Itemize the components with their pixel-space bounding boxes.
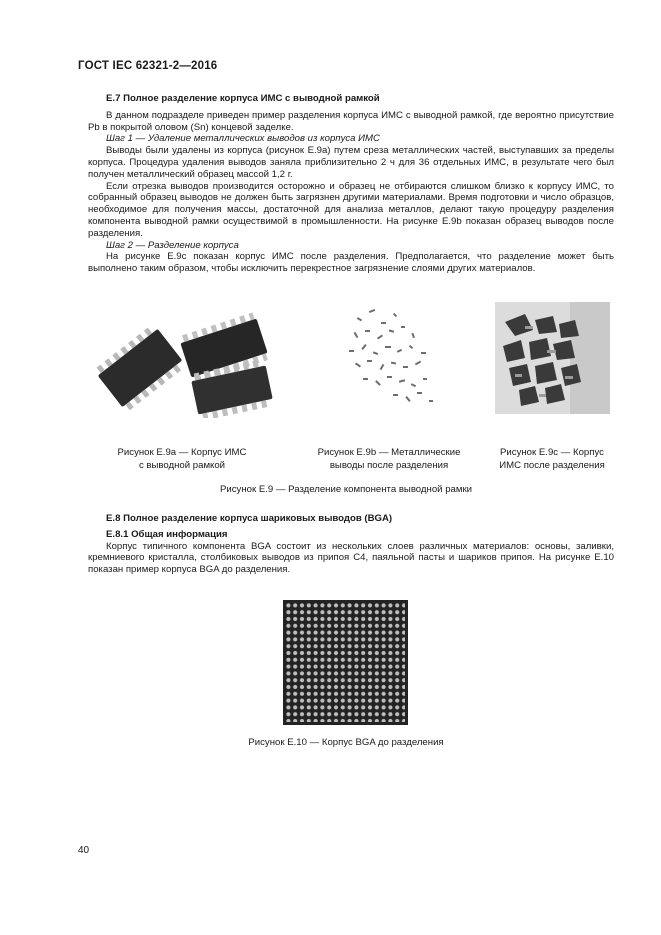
step-1-title: Шаг 1 — Удаление металлических выводов из корпуса ИМС xyxy=(106,133,380,145)
page-number: 40 xyxy=(78,845,90,856)
caption-line: с выводной рамкой xyxy=(138,460,226,471)
step-2-title: Шаг 2 — Разделение корпуса xyxy=(106,239,239,251)
document-header: ГОСТ IEC 62321-2—2016 xyxy=(78,60,218,72)
caption-line: Рисунок Е.9с — Корпус xyxy=(500,447,604,458)
figure-e10-bga-package-image xyxy=(283,600,408,725)
figure-e9a-caption xyxy=(102,446,262,472)
figure-e9c-caption xyxy=(484,446,620,472)
figure-e9-caption: Рисунок Е.9 — Разделение компонента выводной рамки xyxy=(219,484,473,495)
paragraph: Корпус типичного компонента BGA состоит из нескольких слоев различных материалов: основы, заливки, кремниевого кристалла, столбиковых выводов из припоя С4, паяльной пасты и шариков припоя. На рисунке Е.10 показан пример корпуса BGA до разделения. xyxy=(88,540,614,576)
paragraph: Выводы были удалены из корпуса (рисунок Е.9а) путем среза металлических частей, выступавших за пределы корпуса. Процедура удаления выводов заняла приблизительно 2 ч для 36 отдельных ИМС, в результате чего был получен металлический образец массой 1,2 г. xyxy=(88,145,614,180)
caption-line: выводы после разделения xyxy=(329,460,449,471)
figure-e9b-caption xyxy=(302,446,476,472)
section-e7-heading: Е.7 Полное разделение корпуса ИМС с выводной рамкой xyxy=(106,93,380,104)
figure-e9c-separated-ic-image xyxy=(495,302,610,414)
paragraph: Если отрезка выводов производится осторожно и образец не отбираются слишком близко к корпусу ИМС, то собранный образец выводов не должен быть загрязнен другими материалами. Время подготовки и число образцов, необходимое для получения массы, достаточной для анализа металлов, делают такую процедуру разделения компонента выводной рамки осуществимой в промышленности. На рисунке Е.9b показан образец выводов после разделения. xyxy=(88,180,614,239)
paragraph: На рисунке Е.9с показан корпус ИМС после разделения. Предполагается, что разделение может быть выполнено таким образом, чтобы исключить перекрестное загрязнение слоями других материалов. xyxy=(88,251,614,275)
section-e7 xyxy=(88,93,614,275)
figure-e10-caption: Рисунок Е.10 — Корпус BGA до разделения xyxy=(248,737,444,748)
caption-line: ИМС после разделения xyxy=(499,460,605,471)
figure-e9b-metal-leads-image xyxy=(335,300,445,415)
caption-line: Рисунок Е.9b — Металлические xyxy=(317,447,461,458)
caption-line: Рисунок Е.9а — Корпус ИМС xyxy=(117,447,247,458)
section-e8-heading: Е.8 Полное разделение корпуса шариковых выводов (BGA) xyxy=(106,513,393,524)
section-e8 xyxy=(88,513,614,576)
paragraph: В данном подразделе приведен пример разделения корпуса ИМС с выводной рамкой, где вероятно присутствие Pb в покрытой оловом (Sn) концевой заделке. xyxy=(88,109,614,133)
figure-e9a-ic-packages-image xyxy=(92,308,274,418)
section-e8-1-heading: Е.8.1 Общая информация xyxy=(106,528,228,540)
